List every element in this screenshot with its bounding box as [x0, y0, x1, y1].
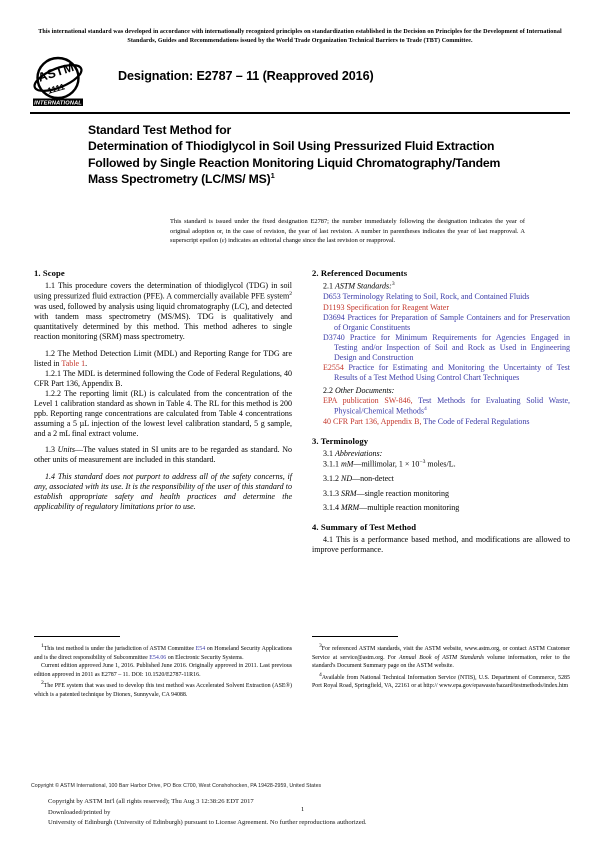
table-1-link[interactable]: Table 1: [61, 358, 86, 368]
reference-item: [312, 363, 570, 383]
footnote-text: Available from National Technical Information Service (NTIS), U.S. Department of Commerce, 5285 Port Royal Road, Springfield, VA, 22161 or at http:// www.epa.gov/epawaste/hazard/testmethods/index.htm: [312, 674, 570, 690]
reference-title[interactable]: Practices for Preparation of Sample Containers and for Preservation of Organic Constituents: [334, 312, 571, 332]
abbreviation-item: [312, 503, 570, 513]
title-line-2: [88, 138, 528, 187]
para-number: 1.4: [45, 471, 55, 481]
abbr-def: —single reaction monitoring: [356, 488, 449, 498]
issuance-note-part1: This standard is issued under the fixed designation E2787; the number immediately following the designation indicates the year of original adoption or, in the case of revision, the year of last revision. A number in parentheses indicates the year of last reapproval. A superscript epsilon (: [170, 218, 525, 245]
subsection-2-2: [312, 386, 570, 396]
term-units: Units: [57, 445, 75, 455]
reference-title[interactable]: Practice for Estimating and Monitoring the Uncertainty of Test Results of a Test Method Using Control Chart Techniques: [334, 362, 571, 382]
reference-id[interactable]: D3740: [323, 332, 345, 342]
para-text: The reporting limit (RL) is calculated from the concentration of the Level 1 calibration standard as shown in Table 4. The RL for this method is 200 ppb. Reporting range concentrations are calculated from Table 4 concentrations assuming a 5 µL injection of the lowest level calibration standard, 5 g sample, and a 2 mL final extract volume.: [34, 388, 293, 438]
abbreviation-item: [312, 474, 570, 484]
exponent: −3: [419, 458, 426, 465]
other-doc-title[interactable]: The Code of Federal Regulations: [421, 416, 530, 426]
section-heading-scope: 1. Scope: [34, 268, 65, 278]
abbr-number: 3.1.4: [323, 503, 339, 513]
issuance-note-part2: ) indicates an editorial change since the last revision or reapproval.: [224, 237, 396, 245]
footnote-edition: [34, 662, 292, 679]
footnote-2: [34, 679, 292, 699]
footnote-text: For referenced ASTM standards, visit the ASTM website, www.astm.org, or contact ASTM Customer Service at service@astm.org. For: [312, 645, 570, 661]
title-main-text: Determination of Thiodiglycol in Soil Using Pressurized Fluid Extraction Followed by Single Reaction Monitoring Liquid Chromatography/Tandem Mass Spectrometry (LC/MS/ MS): [88, 139, 501, 187]
para-number: 1.2.2: [45, 388, 61, 398]
paragraph-1-3: [34, 445, 292, 465]
other-doc-id[interactable]: EPA publication SW-846,: [323, 395, 413, 405]
para-text: This is a performance based method, and modifications are allowed to improve performance.: [312, 535, 571, 555]
section-heading-summary: 4. Summary of Test Method: [312, 522, 417, 533]
footnote-text-end: on Electronic Security Systems.: [166, 654, 244, 661]
footnote-divider-left: [34, 636, 120, 637]
footnote-ref-4: 4: [424, 405, 427, 412]
left-column: [34, 268, 292, 512]
para-number: 1.2: [45, 348, 55, 358]
footnote-text: This test method is under the jurisdiction of ASTM Committee: [43, 645, 196, 652]
section-heading-referenced-documents: 2. Referenced Documents: [312, 268, 408, 278]
title-line-1: Standard Test Method for: [88, 123, 232, 137]
footnote-text: Current edition approved June 1, 2016. Published June 2016. Originally approved in 2011. Last previous edition approved in 2011 as E2787 – 11. DOI: 10.1520/E2787-11R16.: [34, 663, 292, 678]
reference-title[interactable]: Practice for Minimum Requirements for Agencies Engaged in Testing and/or Inspection of Soil and Rock as Used in Engineering Design and Construction: [334, 332, 571, 362]
footnote-ref-2: 2: [289, 291, 292, 298]
para-text: The MDL is determined following the Code of Federal Regulations, 40 CFR Part 136, Appendix B.: [34, 368, 292, 388]
abbreviation-item: [312, 489, 570, 499]
reference-item: [312, 303, 570, 313]
reference-id[interactable]: D3694: [323, 312, 345, 322]
epsilon-symbol: ε: [221, 237, 225, 245]
sub-label: ASTM Standards:: [335, 281, 392, 291]
license-line-1: Copyright by ASTM Int'l (all rights reserved); Thu Aug 3 12:38:26 EDT 2017: [48, 798, 254, 805]
subcommittee-e5406-link[interactable]: E54.06: [149, 654, 167, 661]
para-number: 1.1: [45, 281, 55, 291]
document-header: [30, 56, 570, 110]
footnote-text-cont: volume information, refer to the standard's Document Summary page on the ASTM website.: [312, 654, 571, 670]
right-column: [312, 268, 570, 555]
para-text-cont: was used, followed by analysis using liquid chromatography (LC), and detected with tandem mass spectrometry (MS/MS). TDG is qualitatively and quantitatively determined by this method. This method adheres to single reaction monitoring (SRM) mass spectrometry.: [34, 302, 292, 342]
section-heading-terminology: 3. Terminology: [312, 435, 369, 446]
license-line-2: Downloaded/printed by: [48, 808, 111, 816]
footnote-text: The PFE system that was used to develop this test method was Accelerated Solvent Extraction (ASE®) which is a patented technique by Dionex, Sunnyvale, CA 94088.: [34, 683, 292, 699]
paragraph-4-1: [312, 535, 570, 555]
footnote-marker: 3: [319, 643, 322, 649]
svg-text:1111: 1111: [46, 81, 66, 96]
subsection-2-1: [312, 281, 570, 292]
paragraph-1-2-1: [34, 369, 292, 389]
para-text: —The values stated in SI units are to be regarded as standard. No other units of measurement are included in this standard.: [34, 445, 293, 465]
sub-number: 2.2: [323, 385, 333, 395]
abbr-term: MRM: [341, 503, 360, 513]
subsection-3-1: [312, 449, 570, 459]
footnote-3: [312, 642, 570, 671]
abbr-number: 3.1.1: [323, 459, 339, 469]
para-number: 1.3: [45, 445, 55, 455]
para-number: 4.1: [323, 535, 333, 545]
paragraph-1-1: [34, 281, 292, 342]
footnote-ref-3: 3: [391, 281, 395, 288]
license-line-3: University of Edinburgh (University of Edinburgh) pursuant to License Agreement. No further reproductions authorized.: [48, 819, 367, 827]
paragraph-1-2: [34, 349, 292, 369]
reference-item: [312, 313, 570, 333]
para-period: .: [85, 358, 88, 368]
issuance-note: [170, 217, 525, 246]
footnote-1: [34, 642, 292, 662]
abbr-term: SRM: [341, 488, 357, 498]
sub-label: Abbreviations:: [335, 448, 383, 458]
page-number: 1: [301, 806, 305, 813]
designation-label: Designation: E2787 – 11 (Reapproved 2016): [118, 69, 374, 83]
other-doc-title[interactable]: Test Methods for Evaluating Solid Waste, Physical/Chemical Methods: [334, 395, 570, 416]
abbr-def: —non-detect: [352, 474, 394, 484]
sub-label: Other Documents:: [335, 385, 395, 395]
paragraph-1-2-2: [34, 389, 292, 439]
reference-id[interactable]: D1193: [323, 302, 345, 312]
footnote-marker: 2: [41, 680, 44, 687]
abbr-number: 3.1.3: [323, 488, 339, 498]
footnotes-left: [34, 642, 292, 700]
footnote-marker: 4: [319, 671, 322, 678]
abbr-term: mM: [341, 459, 354, 469]
abbr-def: —multiple reaction monitoring: [359, 503, 460, 513]
footnote-4: [312, 671, 570, 691]
copyright-line: Copyright © ASTM International, 100 Barr Harbor Drive, PO Box C700, West Conshohocken, PA 19428-2959, United States: [31, 783, 322, 789]
page-title: [88, 122, 528, 187]
svg-text:INTERNATIONAL: INTERNATIONAL: [34, 100, 82, 107]
footnotes-right: [312, 642, 570, 691]
reference-id[interactable]: D653: [323, 292, 341, 302]
reference-item: [312, 333, 570, 363]
footnote-marker: 1: [41, 643, 44, 649]
other-document-item: [312, 396, 570, 417]
paragraph-1-4: [34, 472, 292, 512]
reference-title[interactable]: Specification for Reagent Water: [346, 302, 449, 312]
header-divider: [30, 112, 570, 114]
para-text: This procedure covers the determination of thiodiglycol (TDG) in soil using pressurized fluid extraction (PFE). A commercially available PFE system: [34, 281, 292, 301]
abbr-term: ND: [341, 474, 353, 484]
footnote-text-cont: on Homeland Security Applications and is the direct responsibility of Subcommittee: [34, 645, 293, 661]
reference-title[interactable]: Terminology Relating to Soil, Rock, and Contained Fluids: [342, 292, 530, 302]
para-text: The Method Detection Limit (MDL) and Reporting Range for TDG are listed in: [34, 348, 292, 368]
abbr-def: —millimolar, 1 × 10: [353, 459, 420, 469]
tbt-notice: This international standard was developed in accordance with internationally recognized principles on standardization established in the Decision on Principles for the Development of International Standards, Guides and Recommendations issued by the World Trade Organization Technical Barriers to Trade (TBT) Committee.: [38, 29, 562, 45]
license-block: [48, 797, 548, 829]
abbr-def-cont: moles/L.: [425, 459, 456, 469]
sub-number: 2.1: [323, 281, 333, 291]
svg-text:ASTM: ASTM: [36, 59, 77, 85]
committee-e54-link[interactable]: E54: [195, 645, 206, 652]
astm-logo-icon: [30, 56, 88, 108]
reference-item: [312, 292, 570, 302]
reference-id[interactable]: E2554: [323, 362, 344, 372]
footnote-italic: Annual Book of ASTM Standards: [399, 654, 485, 661]
other-document-item: [312, 417, 570, 427]
footnote-divider-right: [312, 636, 398, 637]
other-doc-id[interactable]: 40 CFR Part 136, Appendix B,: [323, 416, 422, 426]
para-text: This standard does not purport to address all of the safety concerns, if any, associated with its use. It is the responsibility of the user of this standard to establish appropriate safety and health practices and determine the applicability of regulatory limitations prior to use.: [34, 471, 293, 512]
title-footnote-marker: 1: [270, 171, 275, 181]
para-number: 1.2.1: [45, 368, 61, 378]
abbr-number: 3.1.2: [323, 474, 339, 484]
sub-number: 3.1: [323, 448, 333, 458]
abbreviation-item: [312, 459, 570, 470]
